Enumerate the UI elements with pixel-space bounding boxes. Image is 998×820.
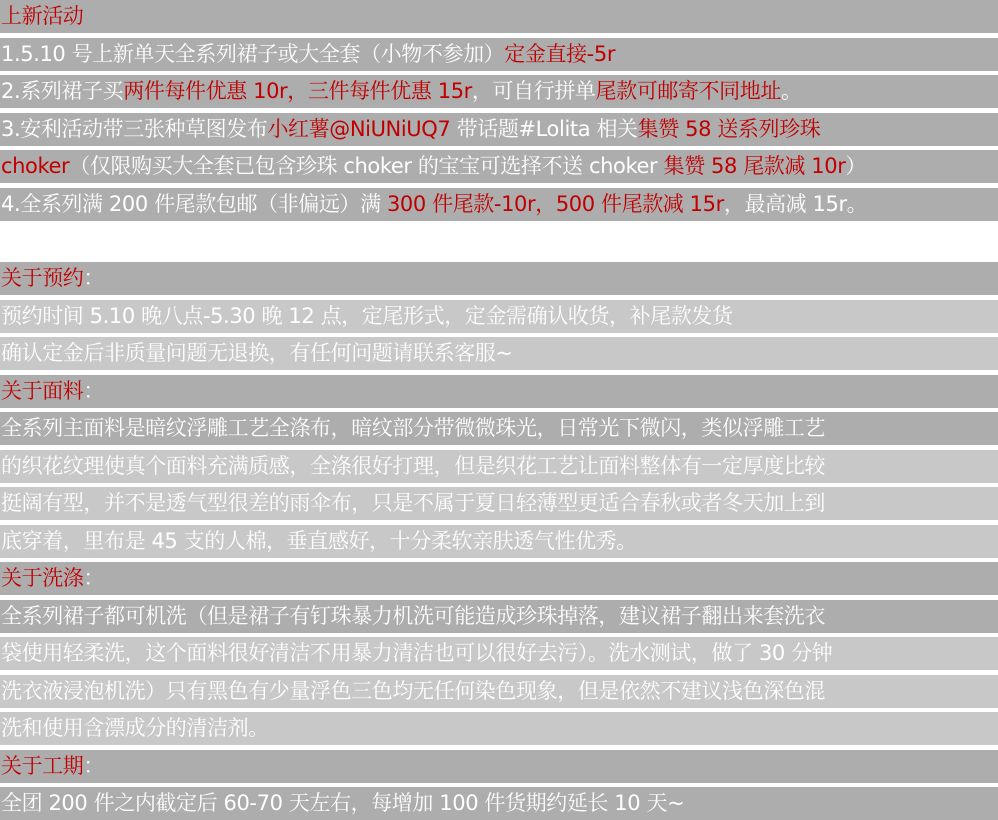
body-text: 2.系列裙子买	[1, 79, 124, 103]
text-line	[0, 637, 998, 670]
body-text: 3.安利活动带三张种草图发布	[1, 116, 268, 141]
highlight-text: 关于面料	[1, 379, 84, 403]
text-line	[0, 150, 998, 183]
body-text: 1.5.10 号上新单天全系列裙子或大全套（小物不参加）	[1, 41, 505, 66]
body-text: 全团 200 件之内截定后 60-70 天左右，每增加 100 件货期约延长 10 天~	[1, 791, 685, 815]
text-line	[0, 412, 998, 445]
body-text: 全系列裙子都可机洗（但是裙子有钉珠暴力机洗可能造成珍珠掉落，建议裙子翻出来套洗衣	[1, 604, 825, 628]
body-text: 袋使用轻柔洗，这个面料很好清洁不用暴力清洁也可以很好去污）。洗水测试，做了 30 分钟	[1, 641, 833, 665]
body-text: 确认定金后非质量问题无退换，有任何问题请联系客服~	[1, 341, 513, 365]
body-text: 预约时间 5.10 晚八点-5.30 晚 12 点，定尾形式，定金需确认收货，补尾款发货	[1, 304, 733, 328]
text-line	[0, 0, 998, 33]
body-text: 的织花纹理使真个面料充满质感，全涤很好打理，但是织花工艺让面料整体有一定厚度比较	[1, 454, 825, 478]
text-line	[0, 375, 998, 408]
body-text: ：	[83, 754, 105, 778]
highlight-text: 小红薯@NiUNiUQ7	[267, 116, 451, 141]
body-text: 底穿着，里布是 45 支的人棉，垂直感好，十分柔软亲肤透气性优秀。	[1, 529, 637, 553]
body-text: 全系列主面料是暗纹浮雕工艺全涤布，暗纹部分带微微珠光，日常光下微闪，类似浮雕工艺	[1, 416, 825, 440]
body-text: 。	[780, 79, 802, 103]
body-text: 洗衣液浸泡机洗）只有黑色有少量浮色三色均无任何染色现象，但是依然不建议浅色深色混	[1, 679, 825, 703]
body-text: ，最高减 15r。	[723, 192, 868, 216]
text-line	[0, 450, 998, 483]
body-text: ：	[83, 266, 105, 290]
text-line	[0, 600, 998, 633]
highlight-text: 300 件尾款-10r，500 件尾款减 15r	[386, 192, 724, 216]
highlight-text: 两件每件优惠 10r，三件每件优惠 15r	[123, 79, 472, 103]
body-text: 洗和使用含漂成分的清洁剂。	[1, 716, 269, 740]
body-text: （仅限购买大全套已包含珍珠 choker 的宝宝可选择不送 choker	[69, 154, 664, 178]
text-line	[0, 75, 998, 108]
highlight-text: choker	[1, 154, 70, 178]
body-text: ：	[83, 566, 105, 590]
text-line	[0, 487, 998, 520]
text-line	[0, 337, 998, 370]
highlight-text: 上新活动	[1, 4, 84, 28]
body-text: 4.全系列满 200 件尾款包邮（非偏远）满	[1, 192, 387, 216]
highlight-text: 关于预约	[1, 266, 84, 290]
body-text: ，可自行拼单	[471, 79, 596, 103]
text-line	[0, 262, 998, 295]
text-line	[0, 525, 998, 558]
text-line	[0, 38, 998, 71]
body-text: ：	[83, 379, 105, 403]
text-line	[0, 712, 998, 745]
text-line	[0, 675, 998, 708]
text-line	[0, 113, 998, 146]
highlight-text: 定金直接-5r	[504, 41, 616, 66]
highlight-text: 集赞 58 送系列珍珠	[637, 116, 821, 141]
text-line	[0, 188, 998, 221]
body-text: ）	[845, 154, 867, 178]
text-line	[0, 300, 998, 333]
highlight-text: 关于工期	[1, 754, 84, 778]
body-text: 带话题#Lolita 相关	[450, 116, 638, 141]
highlight-text: 集赞 58 尾款减 10r	[663, 154, 846, 178]
text-line	[0, 750, 998, 783]
highlight-text: 关于洗涤	[1, 566, 84, 590]
text-line	[0, 787, 998, 820]
highlight-text: 尾款可邮寄不同地址	[595, 79, 781, 103]
body-text: 挺阔有型，并不是透气型很差的雨伞布，只是不属于夏日轻薄型更适合春秋或者冬天加上到	[1, 491, 825, 515]
text-line	[0, 562, 998, 595]
